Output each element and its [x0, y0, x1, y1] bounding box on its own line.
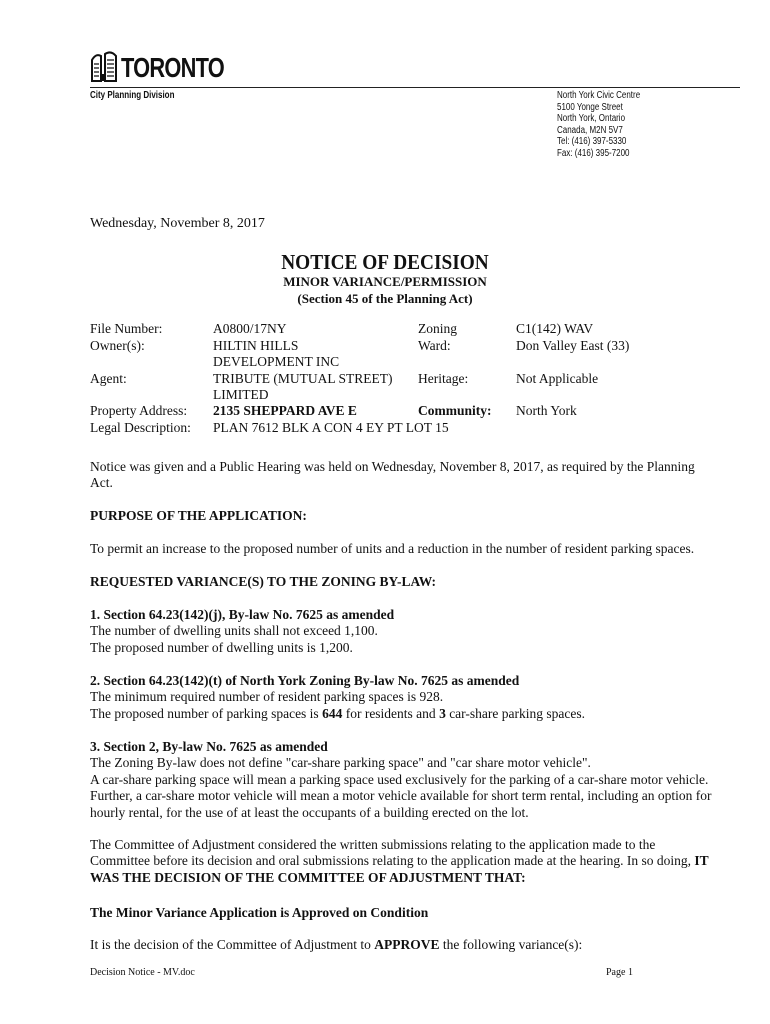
property-address-value: 2135 SHEPPARD AVE E — [213, 403, 357, 418]
zoning-value: C1(142) WAV — [516, 321, 594, 336]
address-line: Tel: (416) 397-5330 — [557, 136, 627, 148]
notice-paragraph — [90, 459, 740, 492]
text: Committee before its decision and oral submissions relating to the application made at the hearing. In so doing, — [90, 853, 695, 869]
division-name: City Planning Division — [90, 90, 175, 101]
variances-heading: REQUESTED VARIANCE(S) TO THE ZONING BY-LAW: — [90, 574, 436, 589]
car-share-spaces-count: 3 — [439, 705, 446, 721]
text: for residents and — [342, 705, 440, 721]
committee-line: WAS THE DECISION OF THE COMMITTEE OF ADJUSTMENT THAT: — [90, 869, 526, 885]
logo-wordmark: TORONTO — [121, 52, 224, 83]
variance-line: Further, a car-share motor vehicle will mean a motor vehicle available for short term rental, including an option for — [90, 788, 712, 804]
city-hall-icon — [90, 50, 118, 82]
zoning-label: Zoning — [418, 321, 457, 336]
notice-date: Wednesday, November 8, 2017 — [90, 216, 265, 231]
committee-line — [90, 853, 740, 869]
purpose-text: To permit an increase to the proposed number of units and a reduction in the number of resident parking spaces. — [90, 541, 695, 556]
decision-line — [90, 937, 740, 953]
variance-line — [90, 706, 740, 722]
address-line: 5100 Yonge Street — [557, 101, 623, 113]
community-value: North York — [516, 403, 577, 418]
file-number-label: File Number: — [90, 321, 163, 336]
document-subtitle-section: (Section 45 of the Planning Act) — [297, 291, 473, 306]
legal-description-value: PLAN 7612 BLK A CON 4 EY PT LOT 15 — [213, 420, 449, 435]
variance-line: hourly rental, for the use of at least the occupants of a building erected on the lot. — [90, 804, 529, 820]
approve-word: APPROVE — [374, 937, 440, 952]
address-line: North York, Ontario — [557, 113, 626, 125]
text: It is the decision of the Committee of Adjustment to — [90, 937, 375, 952]
office-address — [557, 90, 640, 160]
heritage-value: Not Applicable — [516, 371, 599, 386]
address-line: Canada, M2N 5V7 — [557, 124, 623, 136]
variance-1 — [90, 607, 740, 656]
footer-page-number: Page 1 — [606, 967, 633, 978]
ward-value: Don Valley East (33) — [516, 338, 630, 353]
variance-line: The proposed number of dwelling units is 1,200. — [90, 639, 353, 655]
notice-line: Act. — [90, 475, 113, 491]
legal-description-label: Legal Description: — [90, 420, 191, 435]
text: car-share parking spaces. — [445, 705, 585, 721]
variance-line: The Zoning By-law does not define "car-share parking space" and "car share motor vehicle". — [90, 755, 591, 771]
variance-3 — [90, 739, 740, 821]
owner-value: HILTIN HILLS — [213, 338, 299, 353]
document-subtitle: MINOR VARIANCE/PERMISSION — [283, 274, 487, 289]
owner-label: Owner(s): — [90, 338, 145, 353]
purpose-heading: PURPOSE OF THE APPLICATION: — [90, 508, 307, 523]
committee-line: The Committee of Adjustment considered the written submissions relating to the application made to the — [90, 837, 656, 852]
notice-line: Notice was given and a Public Hearing was held on Wednesday, November 8, 2017, as required by the Planning — [90, 459, 695, 474]
variance-heading: 1. Section 64.23(142)(j), By-law No. 7625 as amended — [90, 607, 395, 622]
header-rule — [90, 87, 740, 88]
ward-label: Ward: — [418, 338, 451, 353]
text: the following variance(s): — [439, 937, 583, 952]
variance-heading: 2. Section 64.23(142)(t) of North York Zoning By-law No. 7625 as amended — [90, 673, 520, 688]
agent-value: TRIBUTE (MUTUAL STREET) — [213, 371, 393, 386]
approved-heading: The Minor Variance Application is Approved on Condition — [90, 905, 429, 920]
agent-label: Agent: — [90, 371, 127, 386]
committee-paragraph — [90, 837, 740, 886]
variance-2 — [90, 673, 740, 722]
variance-line: The number of dwelling units shall not exceed 1,100. — [90, 623, 378, 639]
variance-line: A car-share parking space will mean a parking space used exclusively for the parking of a car-share motor vehicle. — [90, 771, 709, 787]
agent-value-cont: LIMITED — [213, 387, 269, 402]
owner-value-cont: DEVELOPMENT INC — [213, 354, 340, 369]
property-address-label: Property Address: — [90, 403, 188, 418]
resident-spaces-count: 644 — [322, 705, 343, 721]
variance-heading: 3. Section 2, By-law No. 7625 as amended — [90, 739, 328, 754]
address-line: North York Civic Centre — [557, 90, 641, 101]
text-bold: IT — [694, 853, 709, 869]
document-title: NOTICE OF DECISION — [281, 250, 489, 274]
toronto-logo — [90, 48, 253, 82]
heritage-label: Heritage: — [418, 371, 469, 386]
footer-filename: Decision Notice - MV.doc — [90, 967, 195, 978]
address-line: Fax: (416) 395-7200 — [557, 147, 630, 159]
variance-line: The minimum required number of resident parking spaces is 928. — [90, 689, 444, 705]
file-number-value: A0800/17NY — [213, 321, 287, 336]
text: The proposed number of parking spaces is — [90, 705, 323, 721]
community-label: Community: — [418, 403, 492, 418]
